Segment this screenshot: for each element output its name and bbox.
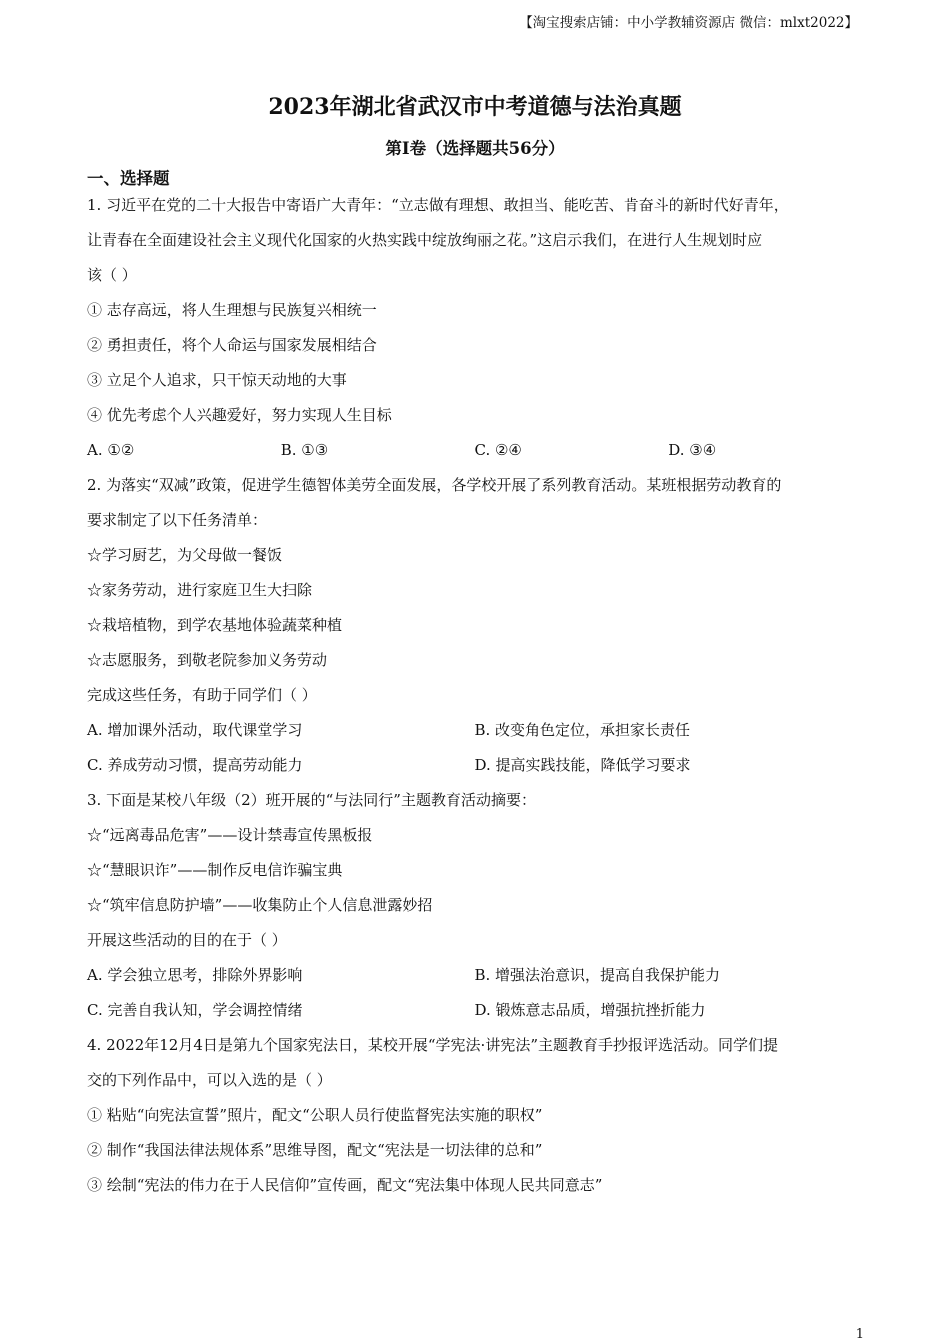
q3-item: ☆“远离毒品危害”——设计禁毒宣传黑板报 [87, 826, 373, 844]
page-subtitle: 第I卷（选择题共56分） [385, 139, 565, 158]
q3-option-c: C. 完善自我认知，学会调控情绪 [87, 1001, 303, 1019]
q3-option-a: A. 学会独立思考，排除外界影响 [87, 966, 303, 984]
section-heading: 一、选择题 [87, 169, 170, 188]
q3-options-row [87, 958, 862, 993]
q2-item: ☆学习厨艺，为父母做一餐饭 [87, 546, 283, 564]
q2-option-a: A. 增加课外活动，取代课堂学习 [87, 721, 303, 739]
q4-item: ③ 绘制“宪法的伟力在于人民信仰”宣传画，配文“宪法集中体现人民共同意志” [87, 1176, 603, 1194]
q1-option-d: D. ③④ [668, 441, 717, 459]
q3-option-b: B. 增强法治意识，提高自我保护能力 [474, 966, 721, 984]
q4-item: ① 粘贴“向宪法宣誓”照片，配文“公职人员行使监督宪法实施的职权” [87, 1106, 543, 1124]
q2-option-b: B. 改变角色定位，承担家长责任 [474, 721, 691, 739]
q3-question: 开展这些活动的目的在于（ ） [87, 931, 287, 949]
q1-option-c: C. ②④ [474, 441, 522, 459]
question-body [87, 188, 862, 1203]
q1-stem-line: 该（ ） [87, 266, 137, 284]
q3-item: ☆“慧眼识诈”——制作反电信诈骗宝典 [87, 861, 343, 879]
q1-option-a: A. ①② [87, 441, 135, 459]
q2-item: ☆志愿服务，到敬老院参加义务劳动 [87, 651, 328, 669]
q1-options [87, 433, 862, 468]
q1-item: ② 勇担责任，将个人命运与国家发展相结合 [87, 336, 377, 354]
q4-item: ② 制作“我国法律法规体系”思维导图，配文“宪法是一切法律的总和” [87, 1141, 543, 1159]
q2-stem-line: 2. 为落实“双减”政策，促进学生德智体美劳全面发展，各学校开展了系列教育活动。某班根据劳动教育的 [87, 476, 782, 494]
header-note: 【淘宝搜索店铺：中小学教辅资源店 微信：mlxt2022】 [519, 15, 858, 31]
q1-item: ① 志存高远，将人生理想与民族复兴相统一 [87, 301, 377, 319]
q2-question: 完成这些任务，有助于同学们（ ） [87, 686, 317, 704]
q1-stem-line: 1. 习近平在党的二十大报告中寄语广大青年：“立志做有理想、敢担当、能吃苦、肯奋斗的新时代好青年， [87, 196, 789, 214]
q2-item: ☆家务劳动，进行家庭卫生大扫除 [87, 581, 313, 599]
q2-options-row [87, 713, 862, 748]
q4-stem-line: 4. 2022年12月4日是第九个国家宪法日，某校开展“学宪法·讲宪法”主题教育手抄报评选活动。同学们提 [87, 1036, 778, 1054]
q2-item: ☆栽培植物，到学农基地体验蔬菜种植 [87, 616, 343, 634]
q2-option-c: C. 养成劳动习惯，提高劳动能力 [87, 756, 303, 774]
q1-option-b: B. ①③ [280, 441, 329, 459]
q1-stem-line: 让青春在全面建设社会主义现代化国家的火热实践中绽放绚丽之花。”这启示我们，在进行人生规划时应 [87, 231, 763, 249]
q2-option-d: D. 提高实践技能，降低学习要求 [474, 756, 691, 774]
q2-stem-line: 要求制定了以下任务清单： [87, 511, 268, 529]
q1-item: ③ 立足个人追求，只干惊天动地的大事 [87, 371, 347, 389]
q1-item: ④ 优先考虑个人兴趣爱好，努力实现人生目标 [87, 406, 392, 424]
page-title: 2023年湖北省武汉市中考道德与法治真题 [268, 94, 682, 120]
page-number: 1 [855, 1327, 864, 1342]
q3-option-d: D. 锻炼意志品质，增强抗挫折能力 [474, 1001, 706, 1019]
q3-options-row [87, 993, 862, 1028]
q2-options-row [87, 748, 862, 783]
q3-stem-line: 3. 下面是某校八年级（2）班开展的“与法同行”主题教育活动摘要： [87, 791, 536, 809]
q3-item: ☆“筑牢信息防护墙”——收集防止个人信息泄露妙招 [87, 896, 433, 914]
q4-stem-line: 交的下列作品中，可以入选的是（ ） [87, 1071, 332, 1089]
